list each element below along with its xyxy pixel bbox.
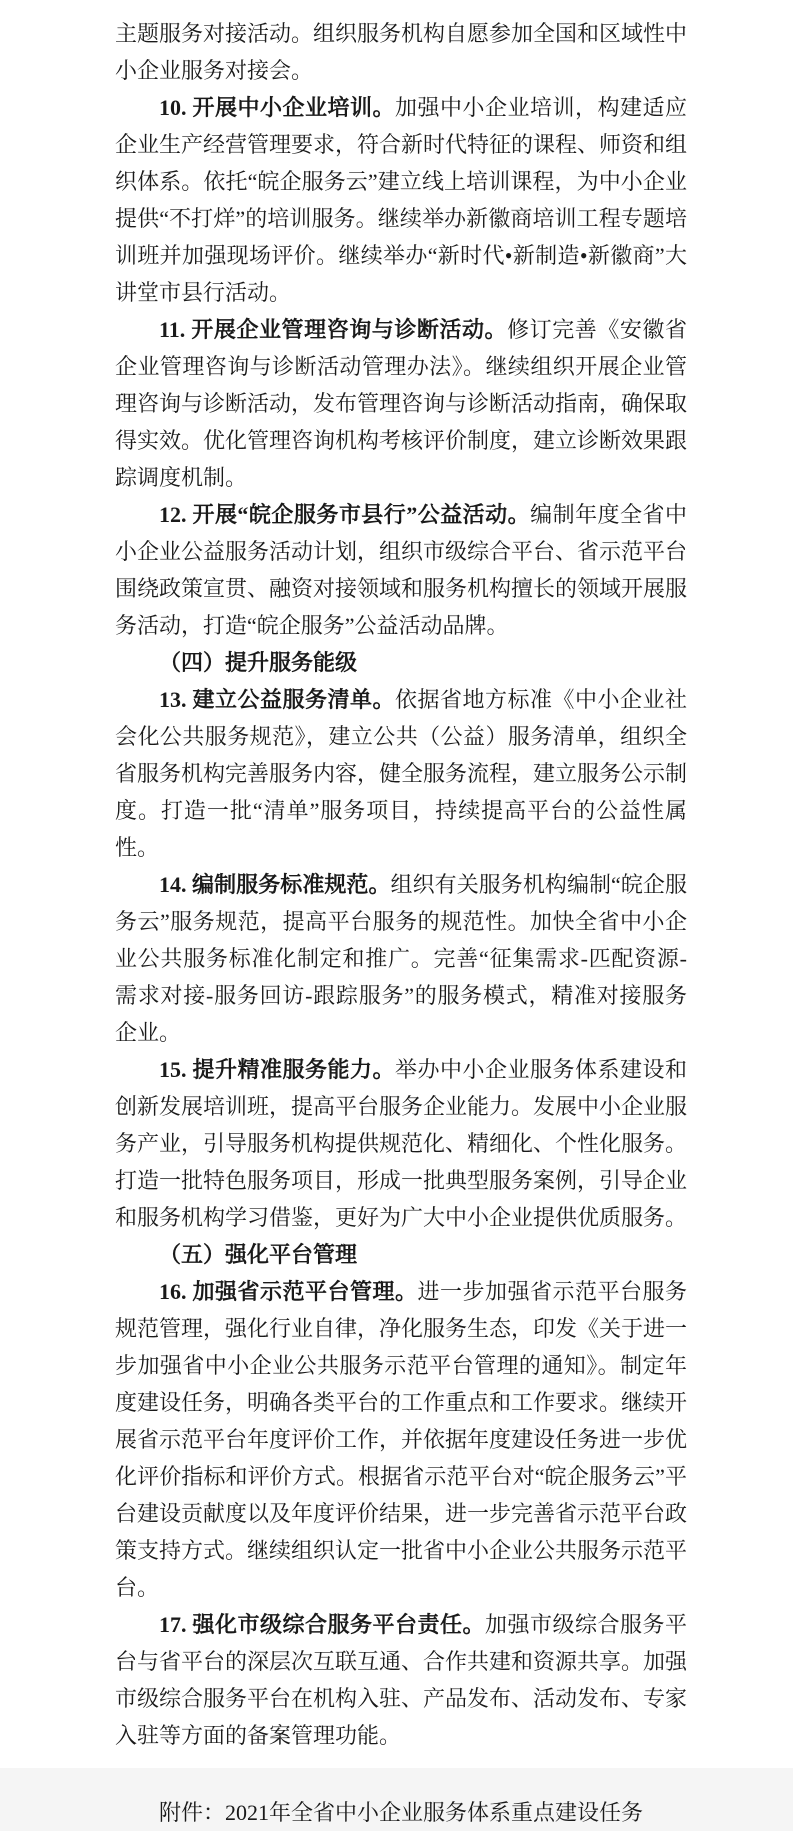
- item-10-title: 10. 开展中小企业培训。: [159, 95, 395, 120]
- section-heading-5: [115, 1236, 687, 1273]
- paragraph-item-14: [115, 866, 687, 1051]
- paragraph-text: 组织有关服务机构编制“皖企服务云”服务规范，提高平台服务的规范性。加快全省中小企业公共服务标准化制定和推广。完善“征集需求-匹配资源-需求对接-服务回访-跟踪服务”的服务模式，精准对接服务企业。: [115, 872, 687, 1045]
- paragraph-item-10: [115, 89, 687, 311]
- section-heading-text: （四）提升服务能级: [159, 650, 358, 675]
- paragraph-item-13: [115, 681, 687, 866]
- paragraph-text: 进一步加强省示范平台服务规范管理，强化行业自律，净化服务生态，印发《关于进一步加强省中小企业公共服务示范平台管理的通知》。制定年度建设任务，明确各类平台的工作重点和工作要求。继续开展省示范平台年度评价工作，并依据年度建设任务进一步优化评价指标和评价方式。根据省示范平台对“皖企服务云”平台建设贡献度以及年度评价结果，进一步完善省示范平台政策支持方式。继续组织认定一批省中小企业公共服务示范平台。: [115, 1279, 688, 1600]
- item-12-title: 12. 开展“皖企服务市县行”公益活动。: [159, 502, 531, 527]
- paragraph-item-11: [115, 311, 687, 496]
- paragraph-text: 加强中小企业培训，构建适应企业生产经营管理要求，符合新时代特征的课程、师资和组织体系。依托“皖企服务云”建立线上培训课程，为中小企业提供“不打烊”的培训服务。继续举办新徽商培训工程专题培训班并加强现场评价。继续举办“新时代•新制造•新徽商”大讲堂市县行活动。: [115, 95, 688, 305]
- item-16-title: 16. 加强省示范平台管理。: [159, 1279, 418, 1304]
- paragraph-text: 主题服务对接活动。组织服务机构自愿参加全国和区域性中小企业服务对接会。: [115, 21, 688, 83]
- paragraph-item-15: [115, 1051, 687, 1236]
- item-11-title: 11. 开展企业管理咨询与诊断活动。: [159, 317, 508, 342]
- paragraph-item-17: [115, 1606, 687, 1754]
- attachment-text: 附件：2021年全省中小企业服务体系重点建设任务: [159, 1800, 644, 1825]
- item-13-title: 13. 建立公益服务清单。: [159, 687, 395, 712]
- attachment-line: [115, 1794, 687, 1831]
- item-17-title: 17. 强化市级综合服务平台责任。: [159, 1612, 485, 1637]
- paragraph-continuation: [115, 15, 687, 89]
- section-heading-4: [115, 644, 687, 681]
- paragraph-item-12: [115, 496, 687, 644]
- paragraph-text: 依据省地方标准《中小企业社会化公共服务规范》，建立公共（公益）服务清单，组织全省服务机构完善服务内容，健全服务流程，建立服务公示制度。打造一批“清单”服务项目，持续提高平台的公益性属性。: [115, 687, 688, 860]
- item-15-title: 15. 提升精准服务能力。: [159, 1057, 395, 1082]
- paragraph-text: 修订完善《安徽省企业管理咨询与诊断活动管理办法》。继续组织开展企业管理咨询与诊断活动，发布管理咨询与诊断活动指南，确保取得实效。优化管理咨询机构考核评价制度，建立诊断效果跟踪调度机制。: [115, 317, 688, 490]
- section-heading-text: （五）强化平台管理: [159, 1242, 358, 1267]
- item-14-title: 14. 编制服务标准规范。: [159, 872, 391, 897]
- paragraph-text: 举办中小企业服务体系建设和创新发展培训班，提高平台服务企业能力。发展中小企业服务产业，引导服务机构提供规范化、精细化、个性化服务。打造一批特色服务项目，形成一批典型服务案例，引导企业和服务机构学习借鉴，更好为广大中小企业提供优质服务。: [115, 1057, 688, 1230]
- paragraph-text: 编制年度全省中小企业公益服务活动计划，组织市级综合平台、省示范平台围绕政策宣贯、融资对接领域和服务机构擅长的领域开展服务活动，打造“皖企服务”公益活动品牌。: [115, 502, 688, 638]
- document-body: [115, 15, 687, 1831]
- paragraph-item-16: [115, 1273, 687, 1606]
- paragraph-text: 加强市级综合服务平台与省平台的深层次互联互通、合作共建和资源共享。加强市级综合服务平台在机构入驻、产品发布、活动发布、专家入驻等方面的备案管理功能。: [115, 1612, 688, 1748]
